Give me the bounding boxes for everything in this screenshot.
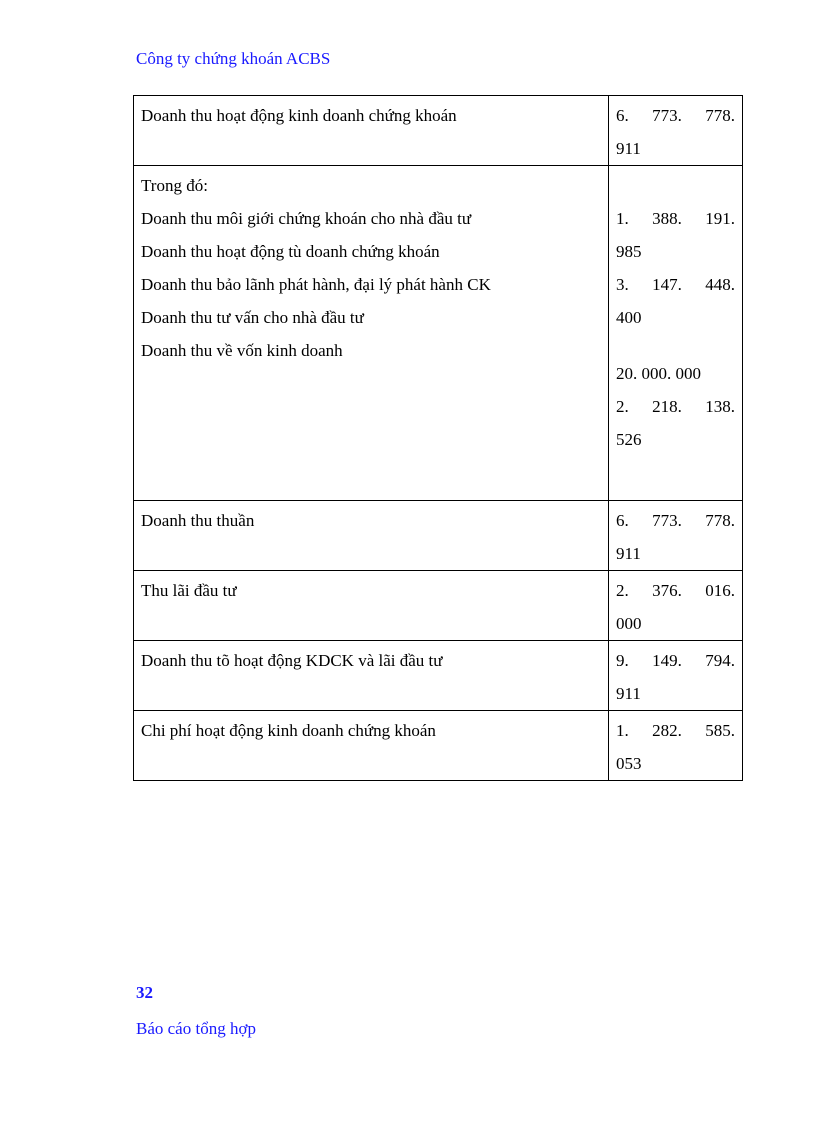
table-row <box>134 571 743 641</box>
breakdown-heading: Trong đó: <box>141 176 208 195</box>
row-label: Doanh thu hoạt động kinh doanh chứng khoán <box>134 96 609 166</box>
value-line: 1. 388. 191. <box>616 209 735 228</box>
value-line: 911 <box>616 139 641 158</box>
table-row <box>134 166 743 501</box>
value-line: 2. 218. 138. <box>616 397 735 416</box>
row-value <box>609 571 743 641</box>
page-number: 32 <box>136 983 153 1002</box>
value-line: 20. 000. 000 <box>616 364 701 383</box>
row-value <box>609 711 743 781</box>
row-value <box>609 501 743 571</box>
table-row <box>134 641 743 711</box>
value-line: 1. 282. 585. <box>616 721 735 740</box>
row-label: Thu lãi đầu tư <box>134 571 609 641</box>
value-line: 9. 149. 794. <box>616 651 735 670</box>
row-value <box>609 96 743 166</box>
row-label: Doanh thu thuần <box>134 501 609 571</box>
value-line: 400 <box>616 308 642 327</box>
value-line: 526 <box>616 430 642 449</box>
value-line: 985 <box>616 242 642 261</box>
row-value-breakdown <box>609 166 743 501</box>
row-label-breakdown <box>134 166 609 501</box>
breakdown-item: Doanh thu bảo lãnh phát hành, đại lý phát hành CK <box>141 275 491 294</box>
breakdown-item: Doanh thu hoạt động tù doanh chứng khoán <box>141 242 440 261</box>
table-row <box>134 501 743 571</box>
row-label: Chi phí hoạt động kinh doanh chứng khoán <box>134 711 609 781</box>
row-value <box>609 641 743 711</box>
table-row <box>134 96 743 166</box>
financial-table <box>133 95 743 781</box>
table-row <box>134 711 743 781</box>
breakdown-item: Doanh thu môi giới chứng khoán cho nhà đầu tư <box>141 209 472 228</box>
row-label: Doanh thu tõ hoạt động KDCK và lãi đầu tư <box>134 641 609 711</box>
value-line: 6. 773. 778. <box>616 511 735 530</box>
value-line: 6. 773. 778. <box>616 106 735 125</box>
company-header: Công ty chứng khoán ACBS <box>136 49 331 68</box>
value-line: 000 <box>616 614 642 633</box>
breakdown-item: Doanh thu tư vấn cho nhà đầu tư <box>141 308 364 327</box>
breakdown-item: Doanh thu về vốn kinh doanh <box>141 341 343 360</box>
value-line: 911 <box>616 684 641 703</box>
value-line: 3. 147. 448. <box>616 275 735 294</box>
footer-title: Báo cáo tổng hợp <box>136 1019 256 1038</box>
value-line: 2. 376. 016. <box>616 581 735 600</box>
value-line: 053 <box>616 754 642 773</box>
value-line: 911 <box>616 544 641 563</box>
